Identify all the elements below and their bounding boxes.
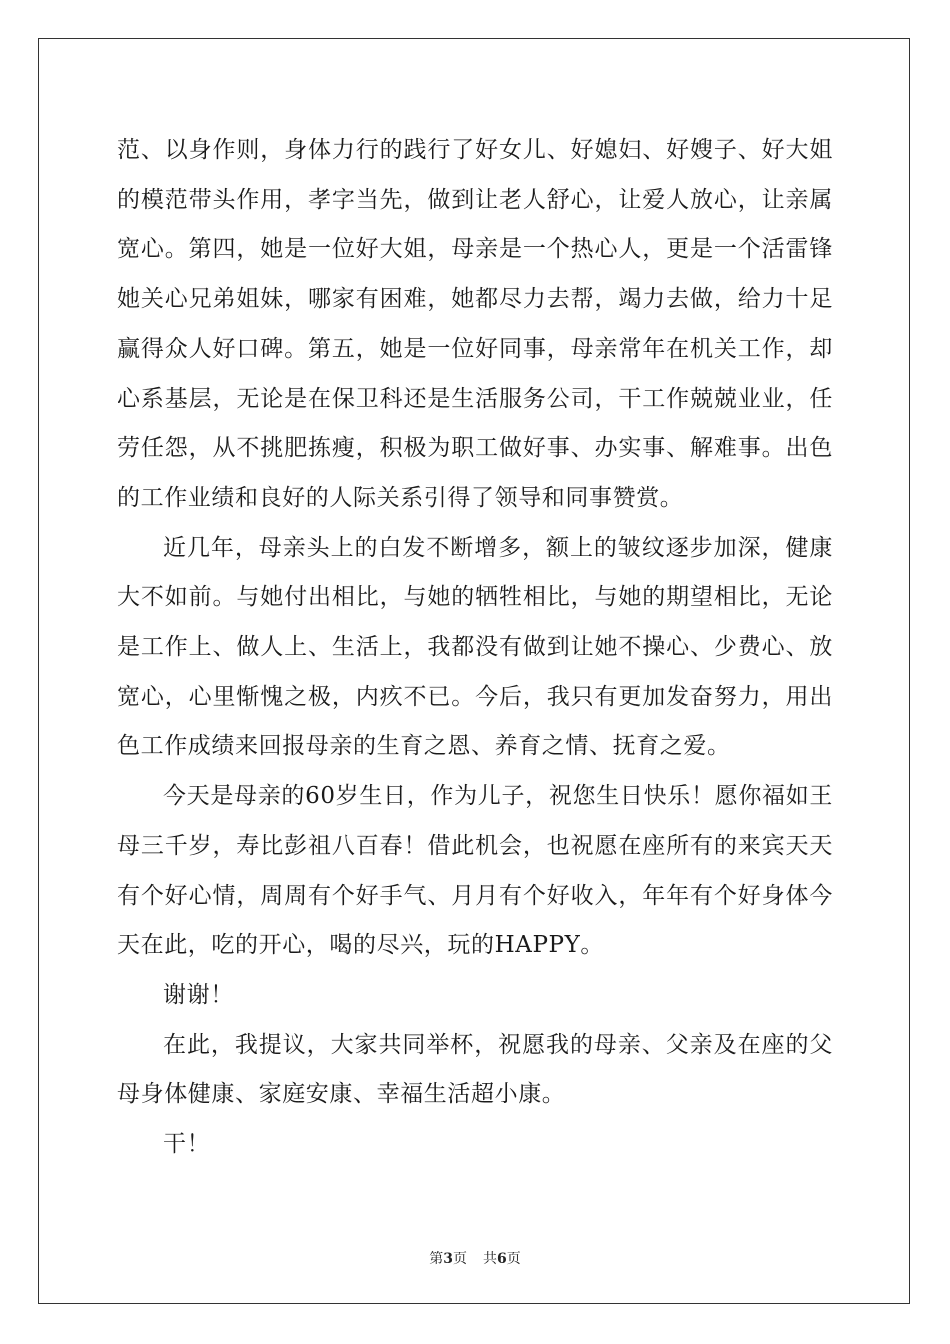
document-body [117, 126, 833, 1170]
total-page-number: 6 [497, 1251, 507, 1267]
total-suffix: 页 [506, 1251, 521, 1267]
paragraph: 谢谢！ [163, 981, 234, 1008]
paragraph-continued: 范、以身作则，身体力行的践行了好女儿、好媳妇、好嫂子、好大姐的模范带头作用，孝字当先，做到让老人舒心，让爱人放心，让亲属宽心。第四，她是一位好大姐，母亲是一个热心人，更是一个活雷锋她关心兄弟姐妹，哪家有困难，她都尽力去帮，竭力去做，给力十足赢得众人好口碑。第五，她是一位好同事，母亲常年在机关工作，却心系基层，无论是在保卫科还是生活服务公司，干工作兢兢业业，任劳任怨，从不挑肥拣瘦，积极为职工做好事、办实事、解难事。出色的工作业绩和良好的人际关系引得了领导和同事赞赏。 [117, 137, 833, 511]
page-prefix: 第 [429, 1251, 444, 1267]
page-suffix: 页 [453, 1251, 467, 1267]
paragraph: 今天是母亲的60岁生日，作为儿子，祝您生日快乐！愿你福如王母三千岁，寿比彭祖八百春！借此机会，也祝愿在座所有的来宾天天有个好心情，周周有个好手气、月月有个好收入，年年有个好身体今天在此，吃的开心，喝的尽兴，玩的HAPPY。 [117, 783, 833, 959]
paragraph: 干！ [163, 1131, 211, 1158]
page-number-footer [0, 1248, 950, 1268]
total-prefix: 共 [483, 1251, 497, 1267]
paragraph: 近几年，母亲头上的白发不断增多，额上的皱纹逐步加深，健康大不如前。与她付出相比，与她的牺牲相比，与她的期望相比，无论是工作上、做人上、生活上，我都没有做到让她不操心、少费心、放宽心，心里惭愧之极，内疚不已。今后，我只有更加发奋努力，用出色工作成绩来回报母亲的生育之恩、养育之情、抚育之爱。 [117, 534, 833, 760]
current-page-number: 3 [443, 1251, 453, 1267]
paragraph: 在此，我提议，大家共同举杯，祝愿我的母亲、父亲及在座的父母身体健康、家庭安康、幸福生活超小康。 [117, 1031, 833, 1108]
